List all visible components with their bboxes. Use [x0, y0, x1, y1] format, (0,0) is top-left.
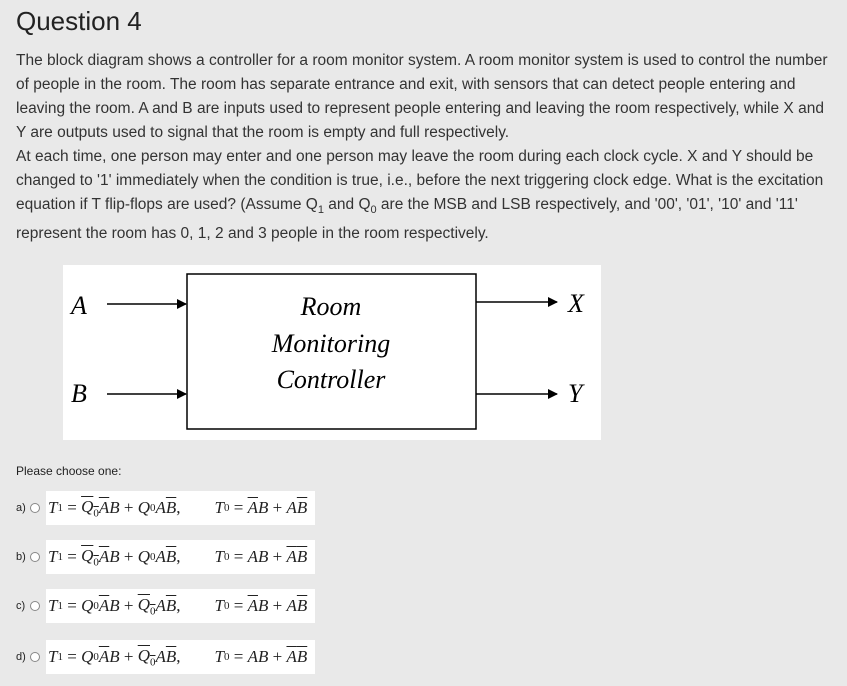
input-a-label: A [71, 291, 87, 320]
question-paragraph-2: At each time, one person may enter and one person may leave the room during each clock cycle. X and Y should be changed to '1' immediately when the condition is true, i.e., before the next triggering clock edge. What is the excitation equation if T flip-flops are used? (Assume $Q_1$ and $Q_0$ are the MSB and LSB respectively, and '00', '01', '10' and '11' represent the room has 0, 1, 2 and 3 people in the room respectively. [16, 148, 824, 243]
block-label-line-3: Controller [276, 365, 386, 394]
block-diagram [63, 265, 601, 440]
block-label-line-2: Monitoring [271, 329, 391, 358]
option-a-equation: T 1 = $Q_0$ $\overline{A}$ B + Q 0 A $\overline{B}$ , T 0 = $\overline{A}$ B + A $\overline{B}$ [46, 491, 315, 525]
option-a-radio[interactable] [30, 503, 40, 513]
option-b-label: b) [16, 551, 26, 563]
option-c-equation: T 1 = Q 0 $\overline{A}$ B + $Q_0$ A $\overline{B}$ , T 0 = $\overline{A}$ B + A $\overline{B}$ [46, 589, 315, 623]
question-title: Question 4 [16, 6, 142, 36]
option-b[interactable] [16, 540, 315, 574]
input-b-label: B [71, 379, 87, 408]
question-paragraph-1: The block diagram shows a controller for a room monitor system. A room monitor system is used to control the number of people in the room. The room has separate entrance and exit, with sensors that can detect people entering and leaving the room. A and B are inputs used to represent people entering and leaving the room respectively, while X and Y are outputs used to signal that the room is empty and full respectively. [16, 52, 828, 141]
choose-prompt: Please choose one: [16, 464, 122, 478]
option-a-label: a) [16, 502, 26, 514]
block-diagram-svg [63, 265, 601, 440]
option-c[interactable] [16, 589, 315, 623]
option-b-radio[interactable] [30, 552, 40, 562]
option-a[interactable] [16, 491, 315, 525]
question-text [16, 49, 831, 246]
option-d[interactable] [16, 640, 315, 674]
option-b-equation: T 1 = $Q_0$ $\overline{A}$ B + Q 0 A $\overline{B}$ , T 0 = AB + $\overline{A}$ $\overline{B}$ [46, 540, 315, 574]
option-c-radio[interactable] [30, 601, 40, 611]
block-label-line-1: Room [300, 292, 362, 321]
output-y-label: Y [568, 379, 583, 408]
output-x-label: X [568, 289, 584, 318]
option-c-label: c) [16, 600, 26, 612]
option-d-equation: T 1 = Q 0 $\overline{A}$ B + $Q_0$ A $\overline{B}$ , T 0 = AB + $\overline{A}$ $\overline{B}$ [46, 640, 315, 674]
option-d-radio[interactable] [30, 652, 40, 662]
option-d-label: d) [16, 651, 26, 663]
